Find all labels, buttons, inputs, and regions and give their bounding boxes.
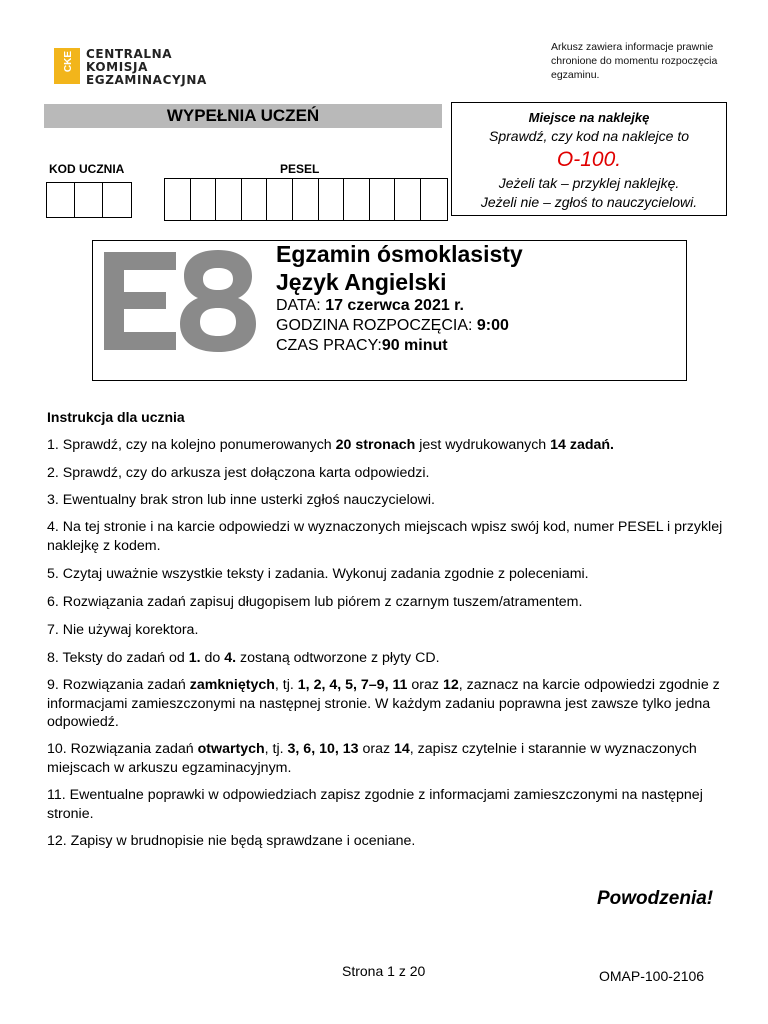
exam-time-label: GODZINA ROZPOCZĘCIA:: [276, 317, 477, 334]
instruction-text: 7. Nie używaj korektora.: [47, 622, 199, 638]
sticker-title: Miejsce na naklejkę: [528, 110, 650, 125]
e8-logo: [100, 246, 270, 356]
exam-duration-label: CZAS PRACY:: [276, 337, 382, 354]
sticker-instruction-no: Jeżeli nie – zgłoś to nauczycielowi.: [480, 194, 698, 210]
instruction-text: otwartych: [197, 741, 265, 757]
student-section-header: WYPEŁNIA UCZEŃ: [44, 104, 442, 128]
instruction-text: 9. Rozwiązania zadań: [47, 677, 190, 693]
exam-subject: Język Angielski: [276, 269, 447, 295]
instruction-text: 2. Sprawdź, czy do arkusza jest dołączona karta odpowiedzi.: [47, 465, 430, 481]
instruction-text: 3. Ewentualny brak stron lub inne usterki zgłoś nauczycielowi.: [47, 492, 435, 508]
instruction-text: 6. Rozwiązania zadań zapisuj długopisem lub piórem z czarnym tuszem/atramentem.: [47, 594, 583, 610]
student-code-boxes[interactable]: [46, 182, 132, 218]
exam-time-value: 9:00: [476, 317, 509, 334]
instruction-text: oraz: [358, 741, 395, 757]
exam-duration-value: 90 minut: [381, 337, 448, 354]
student-code-box[interactable]: [75, 183, 103, 217]
instruction-text: , zaznacz na karcie odpowiedzi zgodnie z informacjami zamieszczonymi na następnej stronie. W każdym zadaniu poprawna jest zawsze tylko jedna odpowiedź.: [47, 677, 720, 730]
student-code-box[interactable]: [103, 183, 131, 217]
instructions-title: Instrukcja dla ucznia: [47, 409, 185, 425]
instruction-text: , zapisz czytelnie i starannie w wyznaczonych miejscach w arkuszu egzaminacyjnym.: [47, 741, 697, 776]
pesel-box[interactable]: [421, 179, 447, 220]
cke-logo-text: [86, 48, 207, 87]
instruction-text: 3, 6, 10, 13: [287, 741, 359, 757]
instruction-item: [47, 565, 727, 584]
pesel-box[interactable]: [242, 179, 268, 220]
cke-logo-badge: [54, 48, 80, 84]
instruction-text: 10. Rozwiązania zadań: [47, 741, 198, 757]
instruction-text: 1.: [188, 650, 201, 666]
good-luck-text: Powodzenia!: [597, 888, 714, 909]
pesel-box[interactable]: [395, 179, 421, 220]
student-code-label: KOD UCZNIA: [49, 162, 125, 176]
sticker-instruction-yes: Jeżeli tak – przyklej naklejkę.: [498, 175, 680, 191]
instruction-text: 11. Ewentualne poprawki w odpowiedziach zapisz zgodnie z informacjami zamieszczonymi na następnej stronie.: [47, 787, 703, 822]
instruction-text: , tj.: [274, 677, 298, 693]
exam-title: Egzamin ósmoklasisty: [276, 241, 523, 267]
pesel-box[interactable]: [319, 179, 345, 220]
instruction-text: 5. Czytaj uważnie wszystkie teksty i zadania. Wykonuj zadania zgodnie z poleceniami.: [47, 566, 589, 582]
instruction-item: [47, 740, 727, 777]
instruction-text: 4.: [224, 650, 237, 666]
instruction-item: [47, 436, 727, 455]
pesel-box[interactable]: [293, 179, 319, 220]
logo-line: KOMISJA: [86, 60, 148, 74]
instruction-text: 14 zadań.: [550, 437, 614, 453]
instruction-item: [47, 649, 727, 668]
instruction-text: 14: [394, 741, 410, 757]
pesel-box[interactable]: [216, 179, 242, 220]
instruction-text: 1, 2, 4, 5, 7–9, 11: [297, 677, 408, 693]
exam-date: [276, 296, 464, 316]
exam-date-value: 17 czerwca 2021 r.: [325, 297, 464, 314]
instruction-item: [47, 491, 727, 510]
pesel-box[interactable]: [267, 179, 293, 220]
pesel-boxes[interactable]: [164, 178, 448, 221]
instruction-item: [47, 832, 727, 851]
pesel-box[interactable]: [370, 179, 396, 220]
pesel-box[interactable]: [191, 179, 217, 220]
exam-date-label: DATA:: [276, 297, 326, 314]
instruction-item: [47, 464, 727, 483]
instruction-text: 20 stronach: [335, 437, 416, 453]
instruction-item: [47, 621, 727, 640]
logo-line: EGZAMINACYJNA: [86, 73, 207, 87]
legal-notice: Arkusz zawiera informacje prawnie chronione do momentu rozpoczęcia egzaminu.: [551, 41, 718, 81]
instruction-text: 12. Zapisy w brudnopisie nie będą sprawdzane i oceniane.: [47, 833, 416, 849]
pesel-box[interactable]: [344, 179, 370, 220]
instruction-item: [47, 676, 727, 732]
instruction-text: zamkniętych: [189, 677, 275, 693]
instruction-text: 8. Teksty do zadań od: [47, 650, 189, 666]
pesel-label: PESEL: [280, 162, 320, 176]
pesel-box[interactable]: [165, 179, 191, 220]
instruction-text: , tj.: [264, 741, 288, 757]
instruction-text: do: [200, 650, 225, 666]
instruction-item: [47, 518, 727, 555]
page-number: Strona 1 z 20: [342, 963, 426, 979]
instruction-item: [47, 593, 727, 612]
instruction-text: 4. Na tej stronie i na karcie odpowiedzi w wyznaczonych miejscach wpisz swój kod, numer PESEL i przyklej naklejkę z kodem.: [47, 519, 723, 554]
instruction-text: zostaną odtworzone z płyty CD.: [236, 650, 440, 666]
instruction-text: oraz: [407, 677, 443, 693]
exam-duration: [276, 336, 448, 356]
instruction-text: 12: [442, 677, 459, 693]
student-code-box[interactable]: [47, 183, 75, 217]
sticker-instruction: Sprawdź, czy kod na naklejce to: [489, 128, 689, 144]
instruction-text: 1. Sprawdź, czy na kolejno ponumerowanych: [47, 437, 336, 453]
exam-code: OMAP-100-2106: [599, 968, 705, 984]
sticker-area: [451, 102, 727, 216]
logo-line: CENTRALNA: [86, 47, 173, 61]
instruction-text: jest wydrukowanych: [415, 437, 551, 453]
exam-start-time: [276, 316, 509, 336]
sticker-code: O-100.: [556, 148, 622, 171]
logo-badge-text: CKE: [63, 50, 75, 73]
instruction-item: [47, 786, 727, 823]
